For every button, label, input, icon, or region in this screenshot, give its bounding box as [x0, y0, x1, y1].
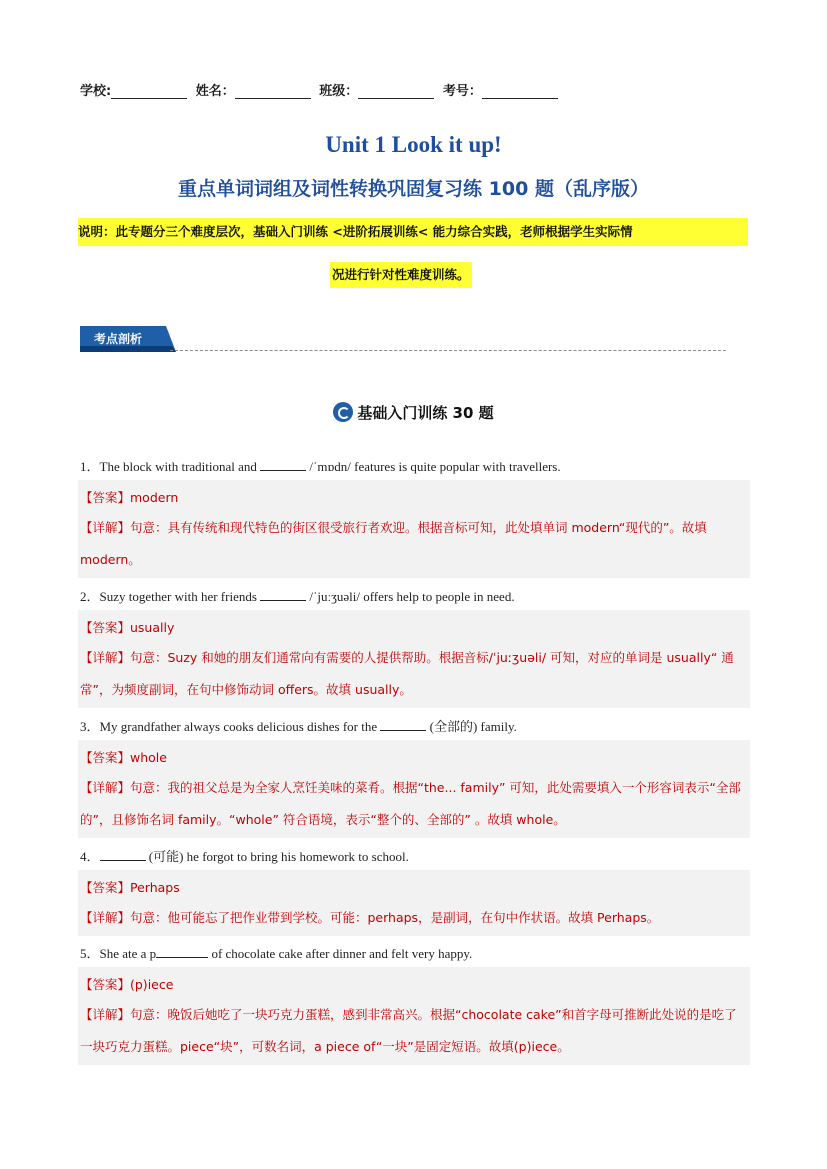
answer-3: 【答案】whole — [80, 750, 167, 765]
question-text: /ˈjuːʒuəli/ offers help to people in need. — [306, 589, 515, 604]
question-text: 3．My grandfather always cooks delicious dishes for the — [80, 719, 381, 734]
question-text: 4． — [80, 849, 100, 864]
level-heading — [0, 402, 827, 423]
question-2 — [80, 586, 750, 605]
answer-4: 【答案】Perhaps — [80, 880, 180, 895]
answer-blank[interactable] — [260, 588, 306, 601]
level-heading-text: 基础入门训练 30 题 — [357, 404, 494, 422]
explanation-4: 【详解】句意：他可能忘了把作业带到学校。可能：perhaps，是副词，在句中作状语。故填 Perhaps。 — [80, 910, 660, 925]
exam-number-blank[interactable] — [482, 84, 558, 99]
section-divider — [170, 350, 726, 351]
school-label: 学校: — [80, 84, 112, 99]
answer-2: 【答案】usually — [80, 620, 175, 635]
question-5 — [80, 943, 750, 962]
explanation-3: 【详解】句意：我的祖父总是为全家人烹饪美味的菜肴。根据“the... family” 可知，此处需要填入一个形容词表示“全部的”，且修饰名词 family。“whole” 符合语境，表示“整个的、全部的” 。故填 whole。 — [80, 780, 741, 827]
question-text: 5．She ate a p — [80, 946, 157, 961]
exam-number-label: 考号： — [442, 84, 482, 99]
class-blank[interactable] — [358, 84, 434, 99]
instruction-note-line2: 况进行针对性难度训练。 — [330, 262, 472, 288]
question-1 — [80, 456, 750, 475]
question-text: of chocolate cake after dinner and felt very happy. — [208, 946, 473, 961]
refresh-icon — [333, 402, 353, 422]
answer-blank[interactable] — [260, 458, 306, 471]
explanation-2: 【详解】句意：Suzy 和她的朋友们通常向有需要的人提供帮助。根据音标/ˈjuːʒuəli/ 可知，对应的单词是 usually“ 通常”，为频度副词，在句中修饰动词 offers。故填 usually。 — [80, 650, 734, 697]
section-tag-label: 考点剖析 — [94, 332, 143, 346]
student-info-line — [80, 80, 562, 99]
question-text: 2．Suzy together with her friends — [80, 589, 261, 604]
explanation-5: 【详解】句意：晚饭后她吃了一块巧克力蛋糕，感到非常高兴。根据“chocolate cake”和首字母可推断此处说的是吃了一块巧克力蛋糕。piece“块”，可数名词，a piece of“一块”是固定短语。故填(p)iece。 — [80, 1007, 737, 1054]
explanation-1: 【详解】句意：具有传统和现代特色的街区很受旅行者欢迎。根据音标可知，此处填单词 modern“现代的”。故填 modern。 — [80, 520, 707, 567]
question-3 — [80, 716, 750, 735]
page-title: Unit 1 Look it up! — [325, 132, 502, 157]
answer-5: 【答案】(p)iece — [80, 977, 174, 992]
instruction-note-line1: 说明：此专题分三个难度层次，基础入门训练 <进阶拓展训练< 能力综合实践，老师根据学生实际情 — [78, 218, 748, 246]
answer-blank[interactable] — [156, 945, 208, 958]
answer-blank[interactable] — [100, 848, 146, 861]
question-text: (全部的) family. — [426, 719, 517, 734]
question-text: (可能) he forgot to bring his homework to school. — [145, 849, 409, 864]
name-label: 姓名： — [195, 84, 235, 99]
answer-1: 【答案】modern — [80, 490, 179, 505]
school-blank[interactable] — [111, 84, 187, 99]
answer-blank[interactable] — [380, 718, 426, 731]
question-text: 1．The block with traditional and — [80, 459, 261, 474]
question-4 — [80, 846, 750, 865]
name-blank[interactable] — [235, 84, 311, 99]
page-subtitle: 重点单词词组及词性转换巩固复习练 100 题（乱序版） — [178, 178, 649, 200]
class-label: 班级： — [319, 84, 359, 99]
question-text: /ˈmɒdn/ features is quite popular with travellers. — [306, 459, 561, 474]
section-tag — [80, 326, 176, 352]
